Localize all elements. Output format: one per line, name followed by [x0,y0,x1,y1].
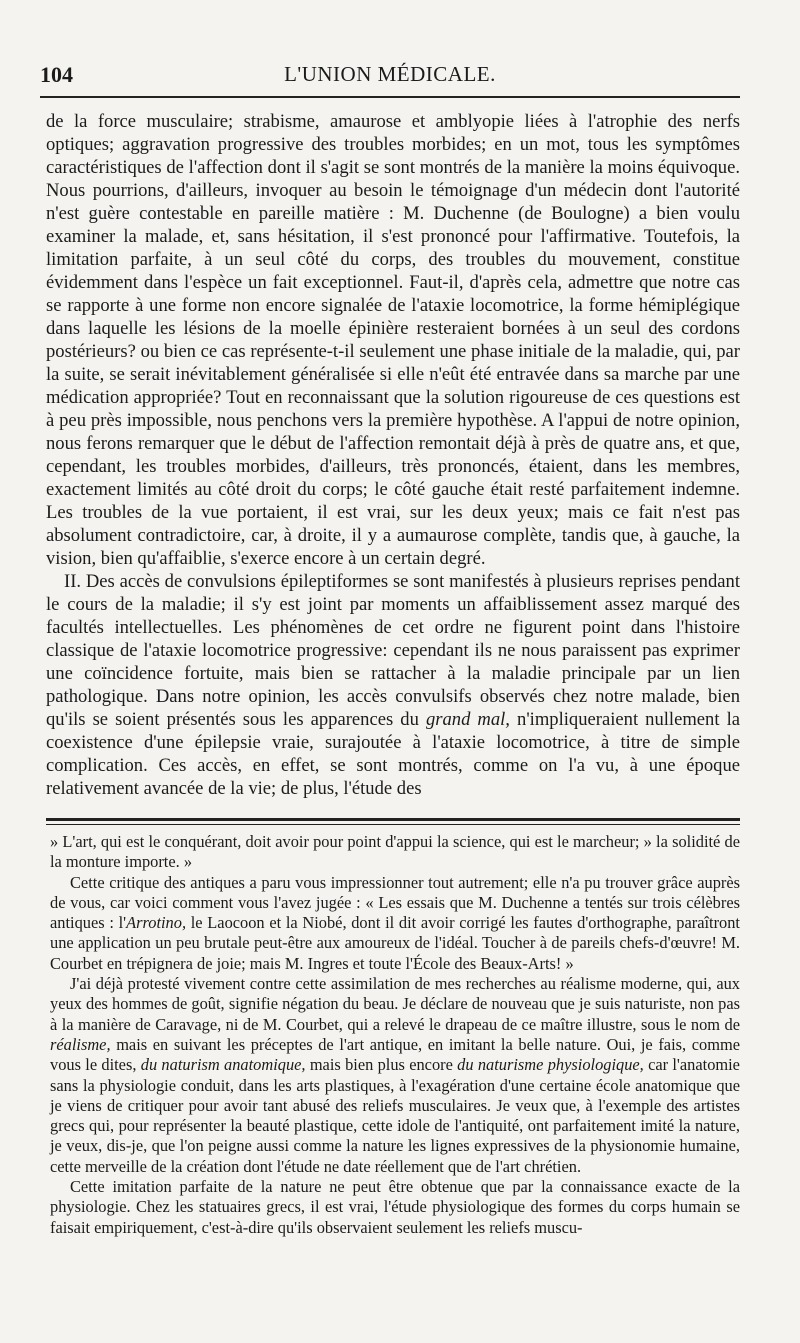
footnote-p3-italic-2: du naturism anatomique, [140,1055,306,1075]
footnote-rule [46,818,740,821]
paragraph-1: de la force musculaire; strabisme, amaurose et amblyopie liées à l'atrophie des nerfs optiques; aggravation progressive des troubles morbides; en un mot, tous les symptômes caractéristiques de l'affection dont il s'agit se sont montrés de la manière la moins équivoque. Nous pourrions, d'ailleurs, invoquer au besoin le témoignage d'un médecin dont l'autorité n'est guère contestable en pareille matière : M. Duchenne (de Boulogne) a bien voulu examiner la malade, et, sans hésitation, il s'est prononcé pour l'affirmative. Toutefois, la limitation parfaite, à un seul côté du corps, des troubles du mouvement, constitue évidemment dans l'espèce un fait exceptionnel. Faut-il, d'après cela, admettre que notre cas se rapporte à une forme non encore signalée de l'ataxie locomotrice, la forme hémiplégique dans laquelle les lésions de la moelle épinière resteraient bornées à un seul des cordons postérieurs? ou bien ce cas représente-t-il seulement une phase initiale de la maladie, qui, par la suite, se serait inévitablement généralisée si elle n'eût été entravée dans sa marche par une médication appropriée? Tout en reconnaissant que la solution rigoureuse de ces questions est à peu près impossible, nous penchons vers la première hypothèse. A l'appui de notre opinion, nous ferons remarquer que le début de l'affection remontait déjà à près de quatre ans, et que, cependant, les troubles morbides, d'ailleurs, très prononcés, étaient, dans les membres, exactement limités au côté droit du corps; le côté gauche était resté parfaitement indemne. Les troubles de la vue portaient, il est vrai, sur les deux yeux; mais ce fait n'est pas absolument contradictoire, car, à droite, il y a aumaurose complète, tandis que, à gauche, la vision, bien qu'affaiblie, s'exerce encore à un certain degré. [46,111,740,569]
footnote-rule-thin [46,824,740,825]
footnote-p2-italic: Arrotino, [126,913,187,933]
footnote-paragraph-2 [50,873,740,974]
footnote-p2-a: Cette critique des antiques a paru vous impressionner tout autrement; elle n'a pu trouver grâce auprès de vous, car voici comment vous l'avez jugée : « Les essais que M. Duchenne a tentés sur trois célèbres antiques : l' [50,872,740,933]
footnote-p2-b: le Laocoon et la Niobé, dont il dit avoir corrigé les fautes d'orthographe, paraîtront une application un peu brutale peut-être aux amoureux de l'idéal. Toucher à de pareils chefs-d'œuvre! M. Courbet en trépignera de joie; mais M. Ingres et toute l'École des Beaux-Arts! » [50,913,740,973]
footnote-p3-d: car l'anatomie sans la physiologie conduit, dans les arts plastiques, à l'exagération d'une certaine école anatomique que je viens de critiquer pour avoir tant abusé des reliefs musculaires. Je veux que, à l'exemple des artistes grecs qui, pour représenter la beauté plastique, cette idole de l'antiquité, ont parfaitement imité la nature, je veux, dis-je, que l'on peigne aussi comme la nature les lignes expressives de la physionomie humaine, cette merveille de la création dont l'étude ne date réellement que de l'art chrétien. [50,1055,740,1176]
footnote-p3-c: mais bien plus encore [309,1055,453,1075]
footnote-p3-italic-1: réalisme, [50,1034,111,1054]
running-title: L'UNION MÉDICALE. [284,62,496,86]
header-rule [40,96,740,98]
footnote-text [50,832,740,1238]
footnote-p3-italic-3: du naturisme physiologique, [457,1055,644,1075]
footnote-paragraph-4: Cette imitation parfaite de la nature ne peut être obtenue que par la connaissance exacte de la physiologie. Chez les statuaires grecs, il est vrai, l'étude physiologique des formes du corps humain se faisait empiriquement, c'est-à-dire qu'ils observaient seulement les reliefs muscu- [50,1177,740,1237]
paragraph-2-part-a: II. Des accès de convulsions épileptiformes se sont manifestés à plusieurs reprises pendant le cours de la maladie; il s'y est joint par moments un affaiblissement assez marqué des facultés intellectuelles. Les phénomènes de cet ordre ne figurent point dans l'histoire classique de l'ataxie locomotrice progressive: cependant ils ne nous paraissent pas exprimer une coïncidence fortuite, mais bien se rattacher à la maladie principale par un lien pathologique. Dans notre opinion, les accès convulsifs observés chez notre malade, bien qu'ils se soient présentés sous les apparences du [46,571,740,730]
main-text [46,110,740,800]
footnote-paragraph-3 [50,974,740,1177]
paragraph-2-italic: grand mal, [425,709,510,730]
paragraph-2-part-b: n'impliqueraient nullement la coexistence d'une épilepsie vraie, surajoutée à l'ataxie locomotrice, à titre de simple complication. Ces accès, en effet, se sont montrés, comme on l'a vu, à une époque relativement avancée de la vie; de plus, l'étude des [46,709,740,799]
footnote-quote-1: » L'art, qui est le conquérant, doit avoir pour point d'appui la science, qui est le marcheur; » la solidité de la monture importe. » [50,832,740,872]
paragraph-2 [46,570,740,800]
footnote-p3-b: mais en suivant les préceptes de l'art antique, en imitant la belle nature. Oui, je fais, comme vous le dites, [50,1034,740,1075]
footnote-p3-a: J'ai déjà protesté vivement contre cette assimilation de mes recherches au réalisme moderne, qui, aux yeux des hommes de goût, signifie négation du beau. Je déclare de nouveau que je suis naturiste, non pas à la manière de Caravage, ni de M. Courbet, qui a relevé le drapeau de ce maître illustre, sous le nom de [50,974,740,1034]
page-number: 104 [40,62,73,87]
page-header [40,62,740,88]
